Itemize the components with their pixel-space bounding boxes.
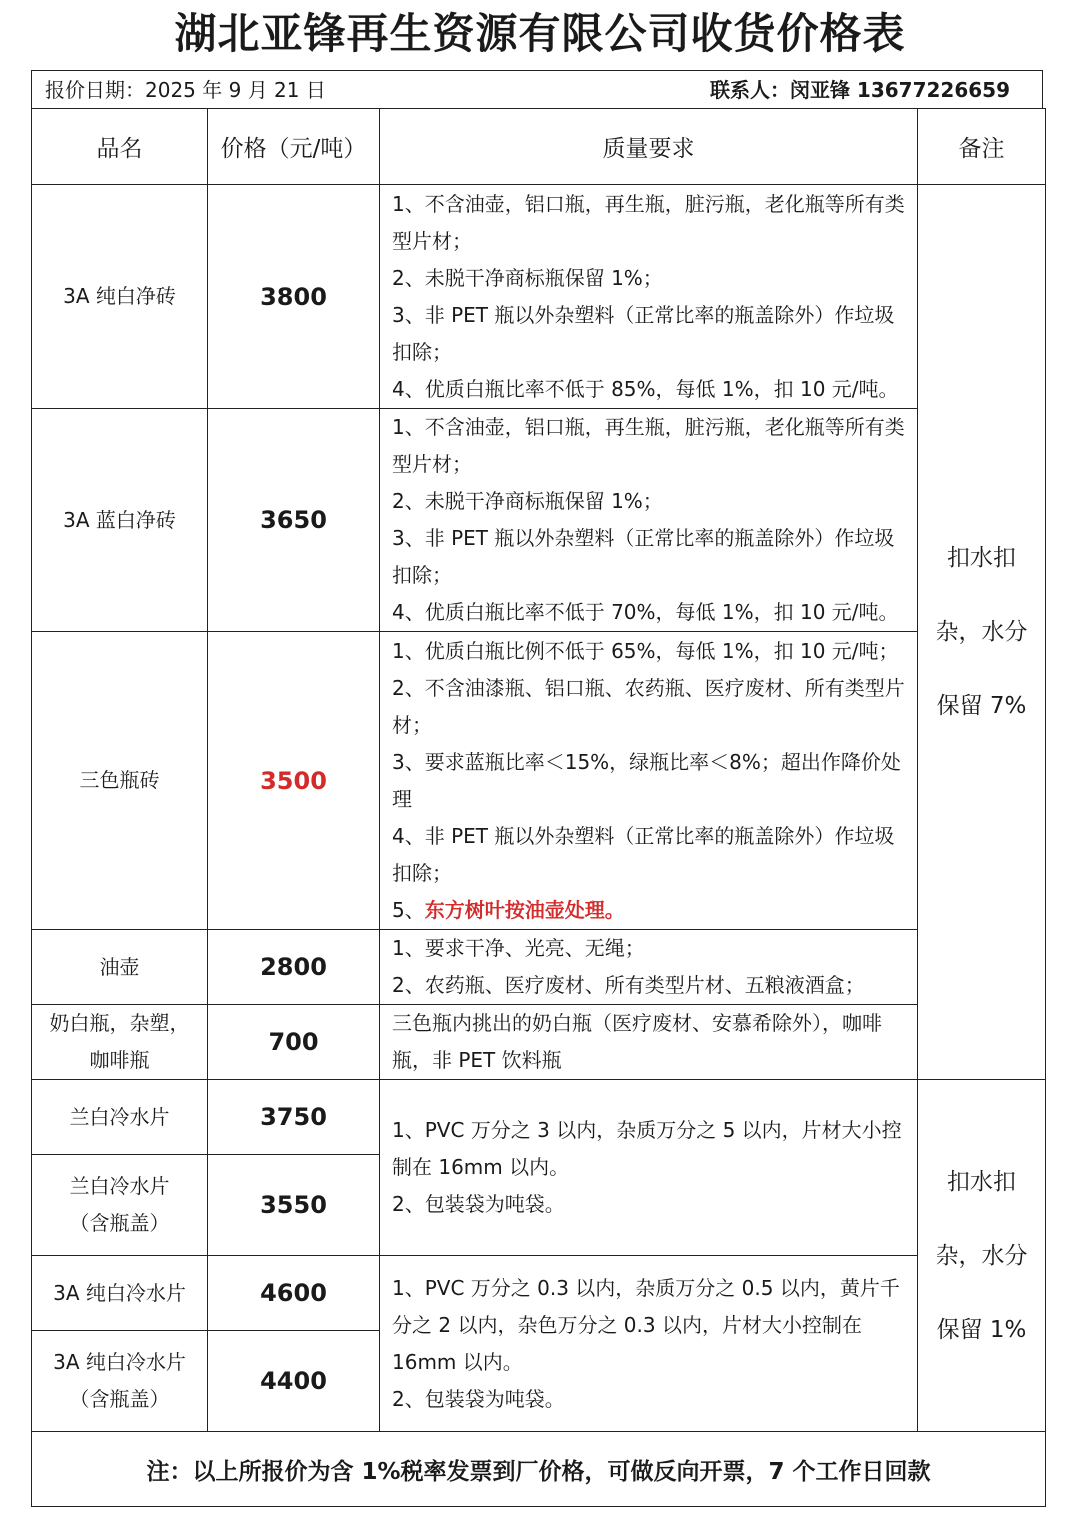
highlight-note: 东方树叶按油壶处理。 [424,897,625,922]
table-row [32,1256,1046,1331]
info-bar [31,70,1043,108]
product-price: 3650 [208,409,380,632]
contact-info: 联系人：闵亚锋 13677226659 [709,78,1010,102]
quality-requirements: 1、优质白瓶比例不低于 65%，每低 1%，扣 10 元/吨； 2、不含油漆瓶、铝口瓶、农药瓶、医疗废材、所有类型片材； 3、要求蓝瓶比率＜15%，绿瓶比率＜8%；超出作降价处理 4、非 PET 瓶以外杂塑料（正常比率的瓶盖除外）作垃圾扣除； 5、东方树叶按油壶处理。 [380,632,918,930]
page-title: 湖北亚锋再生资源有限公司收货价格表 [174,9,906,58]
quote-date: 报价日期：2025 年 9 月 21 日 [45,78,326,102]
quality-requirements: 1、PVC 万分之 0.3 以内，杂质万分之 0.5 以内，黄片千分之 2 以内，杂色万分之 0.3 以内，片材大小控制在 16mm 以内。 2、包装袋为吨袋。 [380,1256,918,1432]
header-quality: 质量要求 [380,109,918,185]
remark-moisture-7: 扣水扣 杂，水分 保留 7% [918,185,1046,1080]
product-price: 700 [208,1005,380,1080]
product-name: 兰白冷水片 [32,1080,208,1155]
remark-moisture-1: 扣水扣 杂，水分 保留 1% [918,1080,1046,1432]
product-name: 3A 纯白冷水片 （含瓶盖） [32,1331,208,1432]
table-row [32,185,1046,409]
price-table [31,108,1046,1507]
table-row [32,1005,1046,1080]
table-row [32,930,1046,1005]
table-row [32,1080,1046,1155]
footer-row [32,1432,1046,1507]
product-name: 奶白瓶，杂塑， 咖啡瓶 [32,1005,208,1080]
footer-note: 注：以上所报价为含 1%税率发票到厂价格，可做反向开票，7 个工作日回款 [32,1432,1046,1507]
header-name: 品名 [32,109,208,185]
header-note: 备注 [918,109,1046,185]
product-price: 4400 [208,1331,380,1432]
quality-requirements: 1、不含油壶，铝口瓶，再生瓶，脏污瓶，老化瓶等所有类型片材； 2、未脱干净商标瓶保留 1%； 3、非 PET 瓶以外杂塑料（正常比率的瓶盖除外）作垃圾扣除； 4、优质白瓶比率不低于 85%，每低 1%，扣 10 元/吨。 [380,185,918,409]
quality-requirements: 1、不含油壶，铝口瓶，再生瓶，脏污瓶，老化瓶等所有类型片材； 2、未脱干净商标瓶保留 1%； 3、非 PET 瓶以外杂塑料（正常比率的瓶盖除外）作垃圾扣除； 4、优质白瓶比率不低于 70%，每低 1%，扣 10 元/吨。 [380,409,918,632]
table-header-row [32,109,1046,185]
quality-requirements: 1、要求干净、光亮、无绳； 2、农药瓶、医疗废材、所有类型片材、五粮液酒盒； [380,930,918,1005]
product-name: 3A 蓝白净砖 [32,409,208,632]
quality-requirements: 三色瓶内挑出的奶白瓶（医疗废材、安慕希除外），咖啡瓶，非 PET 饮料瓶 [380,1005,918,1080]
product-name: 3A 纯白净砖 [32,185,208,409]
product-price: 4600 [208,1256,380,1331]
product-name: 兰白冷水片 （含瓶盖） [32,1155,208,1256]
product-price: 2800 [208,930,380,1005]
product-price: 3550 [208,1155,380,1256]
quality-requirements: 1、PVC 万分之 3 以内，杂质万分之 5 以内，片材大小控制在 16mm 以内。 2、包装袋为吨袋。 [380,1080,918,1256]
product-price: 3800 [208,185,380,409]
table-row [32,409,1046,632]
product-price: 3500 [208,632,380,930]
table-row [32,632,1046,930]
product-name: 油壶 [32,930,208,1005]
header-price: 价格（元/吨） [208,109,380,185]
product-name: 3A 纯白冷水片 [32,1256,208,1331]
product-name: 三色瓶砖 [32,632,208,930]
product-price: 3750 [208,1080,380,1155]
